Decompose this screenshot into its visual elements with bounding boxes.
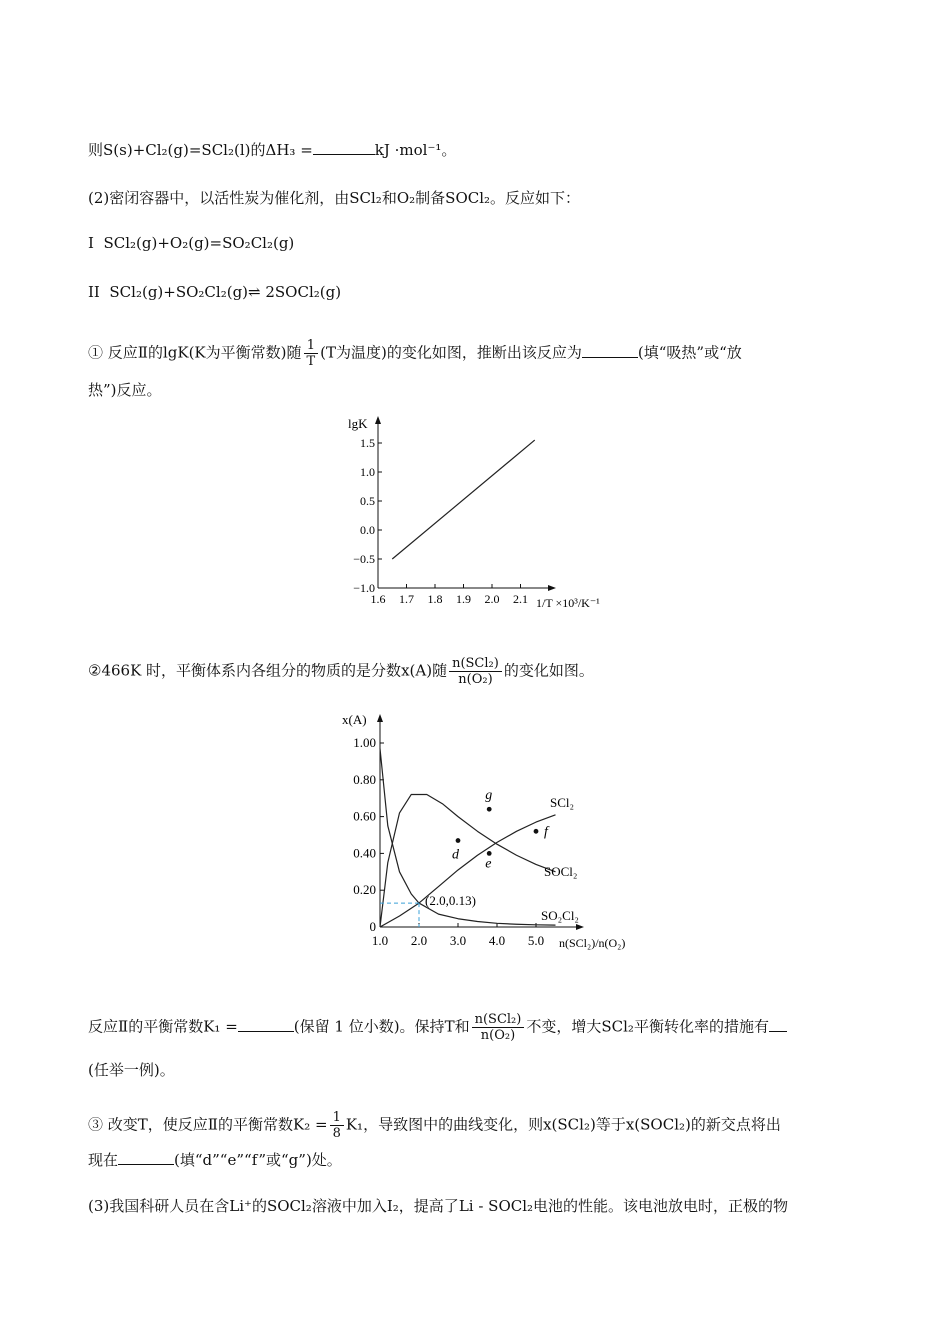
y-tick-label: 0.40 [353, 845, 376, 861]
equation: SCl₂(g)+O₂(g)=SO₂Cl₂(g) [103, 234, 295, 252]
formula: SCl₂ [601, 1017, 634, 1036]
annotation-label: (2.0,0.13) [425, 893, 476, 909]
text: ，导致图中的曲线变化，则 [363, 1115, 544, 1134]
numerator: n(SCl₂) [449, 656, 502, 672]
formula: x(SOCl₂) [625, 1115, 691, 1134]
text: ，提高了 [398, 1197, 459, 1215]
reaction-2 [88, 282, 341, 302]
text: 随 [432, 661, 448, 680]
text: 的新交点将出 [690, 1115, 781, 1134]
data-point [534, 829, 539, 834]
data-point [487, 851, 492, 856]
text: 等于 [595, 1115, 626, 1134]
mole-fraction-chart-plot [342, 712, 625, 950]
mole-fraction-chart [330, 708, 630, 978]
x-tick-label: 2.1 [513, 592, 528, 606]
x-tick-label: 1.8 [427, 592, 443, 606]
text: (填“吸热”或“放 [637, 343, 742, 362]
numerator: n(SCl₂) [472, 1012, 525, 1028]
numerator: 1 [304, 338, 319, 354]
y-axis-label: lgK [348, 416, 368, 431]
y-axis-arrow [377, 714, 383, 722]
text: (填“d”“e”“f”或“g”)处。 [174, 1151, 342, 1169]
question-4-cont [88, 1150, 342, 1170]
y-axis-label: x(A) [342, 712, 367, 727]
text: 和 [381, 189, 397, 207]
x-tick-label: 1.0 [371, 933, 389, 948]
fraction [330, 1110, 344, 1141]
text: ③ 改变 [88, 1115, 138, 1134]
fraction [304, 338, 319, 369]
text: 现在 [88, 1151, 119, 1169]
text: 不变，增大 [526, 1017, 602, 1036]
text: ，使反应Ⅱ的平衡常数 [147, 1115, 293, 1134]
question-3 [88, 1012, 787, 1043]
lgk-chart-plot [348, 416, 600, 610]
x-tick-label: 5.0 [527, 933, 545, 948]
lgk-chart [340, 412, 610, 622]
question-5 [88, 1196, 788, 1216]
x-tick-label: 2.0 [410, 933, 428, 948]
formula: T [444, 1017, 455, 1036]
text: ① 反应Ⅱ的 [88, 343, 163, 362]
y-tick-label: −0.5 [353, 552, 375, 566]
reaction-label: I [88, 234, 94, 252]
series-line [380, 815, 556, 927]
text: 平衡转化率的措施有 [633, 1017, 769, 1036]
text: 的 [251, 1197, 267, 1215]
answer-blank [118, 1164, 174, 1165]
fraction [449, 656, 502, 687]
fraction [472, 1012, 525, 1043]
paragraph-reaction-intro [88, 188, 580, 208]
x-axis-arrow [548, 585, 556, 591]
series-line [392, 440, 535, 559]
y-tick-label: 1.00 [353, 735, 376, 750]
y-tick-label: 1.0 [360, 465, 375, 479]
formula: Li⁺ [229, 1197, 252, 1215]
formula: x(SCl₂) [543, 1115, 596, 1134]
question-1-cont [88, 380, 162, 400]
denominator: T [306, 354, 316, 369]
y-tick-label: 0.20 [353, 882, 376, 898]
numerator: 1 [330, 1110, 344, 1126]
reaction-label: II [88, 283, 100, 301]
x-tick-label: 2.0 [484, 592, 500, 606]
x-tick-label: 1.7 [399, 592, 414, 606]
text: (2)密闭容器中，以活性炭为催化剂，由 [88, 189, 350, 207]
equation: SCl₂(g)+SO₂Cl₂(g)⇌ 2SOCl₂(g) [109, 283, 342, 301]
data-point [456, 838, 461, 843]
formula: K₂ = [293, 1115, 328, 1134]
text: 和 [454, 1017, 470, 1036]
text: (保留 1 位小数)。保持 [293, 1017, 445, 1036]
question-2 [88, 656, 594, 687]
x-axis-arrow [576, 924, 584, 930]
text: 则 [88, 141, 104, 159]
answer-blank [313, 154, 375, 155]
formula: K₁ [345, 1115, 364, 1134]
text: 。反应如下： [490, 189, 581, 207]
point-label: d [452, 847, 459, 863]
text: 热”)反应。 [88, 381, 162, 399]
text: 的变化如图。 [503, 661, 594, 680]
y-tick-label: 0.60 [353, 808, 376, 824]
formula: SCl₂ [349, 189, 382, 207]
x-tick-label: 4.0 [488, 933, 506, 948]
denominator: n(O₂) [480, 1028, 516, 1043]
formula: K₁ = [203, 1017, 238, 1036]
text: (T为温度)的变化如图，推断出该反应为 [320, 343, 582, 362]
y-tick-label: 0 [369, 919, 376, 934]
formula: lgK [162, 343, 189, 362]
point-label: g [485, 788, 493, 804]
text: (任举一例)。 [88, 1061, 175, 1079]
denominator: n(O₂) [458, 672, 493, 687]
formula: SOCl₂ [445, 189, 491, 207]
y-tick-label: 0.80 [353, 771, 376, 787]
formula: I₂ [386, 1197, 399, 1215]
formula: O₂ [396, 189, 416, 207]
y-tick-label: 0.0 [360, 523, 375, 537]
text: ②466K 时，平衡体系内各组分的物质的是分数 [88, 661, 402, 680]
formula: SOCl₂ [266, 1197, 312, 1215]
unit: kJ ·mol⁻¹。 [374, 141, 457, 159]
formula: x(A) [401, 661, 433, 680]
x-axis-label: 1/T ×10³/K⁻¹ [536, 596, 600, 610]
question-1 [88, 338, 742, 369]
formula: T [137, 1115, 148, 1134]
x-tick-label: 1.6 [370, 592, 386, 606]
answer-blank [238, 1031, 294, 1032]
x-tick-label: 3.0 [449, 933, 467, 948]
x-axis-label: n(SCl₂)/n(O₂) [559, 936, 626, 950]
series-label: SCl₂ [550, 795, 575, 810]
text: (3)我国科研人员在含 [88, 1197, 230, 1215]
denominator: 8 [332, 1126, 341, 1141]
question-3-cont [88, 1060, 175, 1080]
text: 溶液中加入 [311, 1197, 387, 1215]
point-label: f [544, 824, 548, 840]
paragraph-enthalpy [88, 140, 456, 160]
text: 反应Ⅱ的平衡常数 [88, 1017, 204, 1036]
text: 电池的性能。该电池放电时，正极的物 [533, 1197, 789, 1215]
text: 制备 [415, 189, 446, 207]
question-4 [88, 1110, 781, 1141]
y-tick-label: 1.5 [360, 436, 375, 450]
answer-blank [769, 1031, 787, 1032]
data-point [487, 807, 492, 812]
equation: S(s)+Cl₂(g)=SCl₂(l) [103, 141, 251, 159]
series-label: SO₂Cl₂ [541, 908, 579, 923]
y-axis-arrow [375, 416, 381, 424]
formula: Li - SOCl₂ [458, 1197, 534, 1215]
point-label: e [485, 856, 492, 872]
series-label: SOCl₂ [544, 864, 578, 879]
x-tick-label: 1.9 [456, 592, 471, 606]
text: 的ΔH₃ = [250, 141, 313, 159]
reaction-1 [88, 233, 294, 253]
answer-blank [582, 357, 638, 358]
y-tick-label: 0.5 [360, 494, 375, 508]
y-tick-label: −1.0 [353, 581, 375, 595]
text: (K为平衡常数)随 [188, 343, 302, 362]
